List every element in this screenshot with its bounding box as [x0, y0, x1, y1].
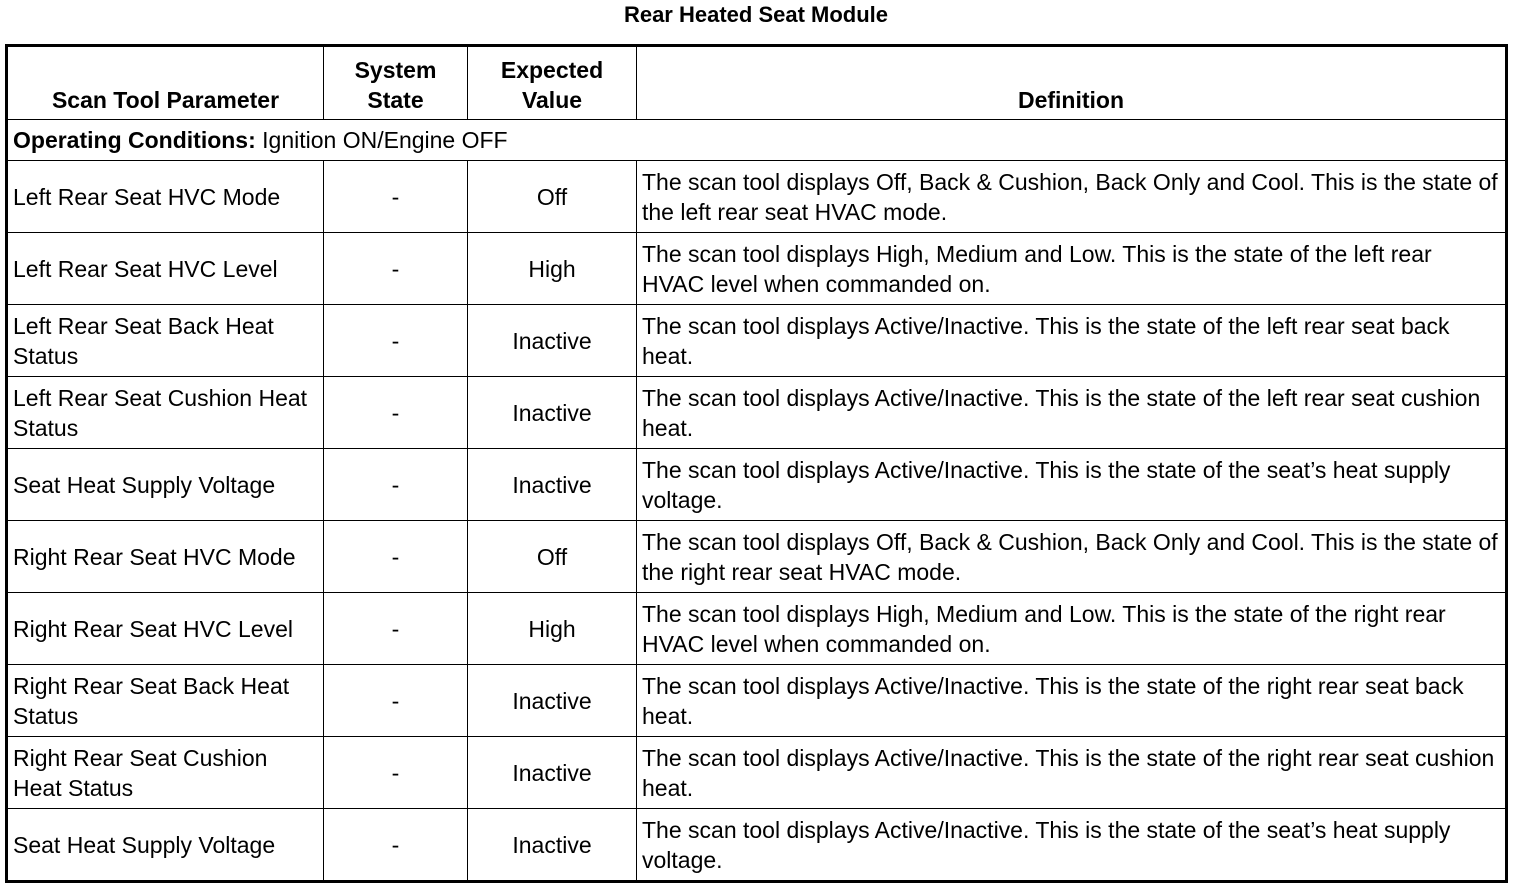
expected-value-cell: Inactive: [468, 809, 637, 882]
expected-value-cell: Inactive: [468, 377, 637, 449]
expected-value-cell: High: [468, 233, 637, 305]
operating-conditions-row: [7, 120, 1507, 161]
table-row: [7, 521, 1507, 593]
operating-conditions-cell: [7, 120, 1507, 161]
definition-cell: The scan tool displays Active/Inactive. This is the state of the left rear seat cushion heat.: [637, 377, 1507, 449]
expected-value-cell: Off: [468, 161, 637, 233]
definition-cell: The scan tool displays Off, Back & Cushion, Back Only and Cool. This is the state of the right rear seat HVAC mode.: [637, 521, 1507, 593]
table-header-row: [7, 46, 1507, 120]
parameter-cell: Right Rear Seat HVC Mode: [7, 521, 324, 593]
definition-cell: The scan tool displays High, Medium and Low. This is the state of the right rear HVAC level when commanded on.: [637, 593, 1507, 665]
table-row: [7, 233, 1507, 305]
system-state-cell: -: [324, 449, 468, 521]
definition-cell: The scan tool displays Active/Inactive. This is the state of the right rear seat back heat.: [637, 665, 1507, 737]
parameter-cell: Left Rear Seat HVC Mode: [7, 161, 324, 233]
system-state-cell: -: [324, 737, 468, 809]
operating-conditions-label: Operating Conditions:: [13, 127, 256, 153]
definition-cell: The scan tool displays Active/Inactive. This is the state of the left rear seat back heat.: [637, 305, 1507, 377]
system-state-cell: -: [324, 305, 468, 377]
expected-value-cell: Inactive: [468, 665, 637, 737]
system-state-cell: -: [324, 377, 468, 449]
system-state-cell: -: [324, 665, 468, 737]
definition-cell: The scan tool displays Off, Back & Cushion, Back Only and Cool. This is the state of the left rear seat HVAC mode.: [637, 161, 1507, 233]
table-row: [7, 449, 1507, 521]
column-header-expected-value: Expected Value: [468, 46, 637, 120]
expected-value-cell: Off: [468, 521, 637, 593]
parameter-cell: Left Rear Seat HVC Level: [7, 233, 324, 305]
expected-value-cell: Inactive: [468, 305, 637, 377]
expected-value-cell: Inactive: [468, 449, 637, 521]
column-header-system-state: System State: [324, 46, 468, 120]
system-state-cell: -: [324, 233, 468, 305]
parameter-cell: Right Rear Seat HVC Level: [7, 593, 324, 665]
parameter-cell: Left Rear Seat Back Heat Status: [7, 305, 324, 377]
table-row: [7, 665, 1507, 737]
parameter-cell: Right Rear Seat Back Heat Status: [7, 665, 324, 737]
table-row: [7, 377, 1507, 449]
table-row: [7, 305, 1507, 377]
operating-conditions-value: Ignition ON/Engine OFF: [255, 127, 508, 153]
column-header-definition: Definition: [637, 46, 1507, 120]
definition-cell: The scan tool displays Active/Inactive. This is the state of the right rear seat cushion heat.: [637, 737, 1507, 809]
table-row: [7, 161, 1507, 233]
document-title: Rear Heated Seat Module: [623, 2, 889, 27]
expected-value-cell: Inactive: [468, 737, 637, 809]
column-header-parameter: Scan Tool Parameter: [7, 46, 324, 120]
definition-cell: The scan tool displays Active/Inactive. This is the state of the seat’s heat supply voltage.: [637, 449, 1507, 521]
expected-value-cell: High: [468, 593, 637, 665]
definition-cell: The scan tool displays Active/Inactive. This is the state of the seat’s heat supply voltage.: [637, 809, 1507, 882]
table-row: [7, 593, 1507, 665]
table-row: [7, 809, 1507, 882]
parameter-cell: Right Rear Seat Cushion Heat Status: [7, 737, 324, 809]
system-state-cell: -: [324, 593, 468, 665]
parameter-table: [5, 44, 1508, 883]
parameter-cell: Seat Heat Supply Voltage: [7, 449, 324, 521]
parameter-cell: Left Rear Seat Cushion Heat Status: [7, 377, 324, 449]
table-row: [7, 737, 1507, 809]
system-state-cell: -: [324, 161, 468, 233]
system-state-cell: -: [324, 809, 468, 882]
system-state-cell: -: [324, 521, 468, 593]
parameter-cell: Seat Heat Supply Voltage: [7, 809, 324, 882]
definition-cell: The scan tool displays High, Medium and Low. This is the state of the left rear HVAC level when commanded on.: [637, 233, 1507, 305]
